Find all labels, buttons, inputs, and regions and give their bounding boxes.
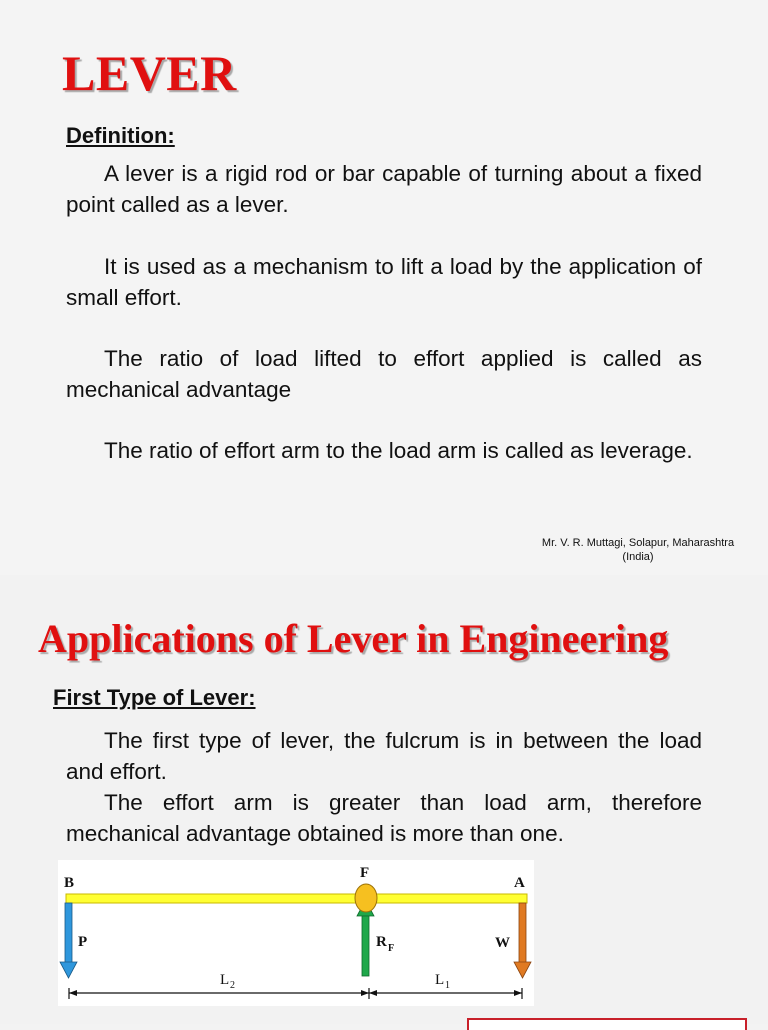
slide-title: LEVER: [62, 45, 237, 101]
diagram-background: [58, 860, 534, 1006]
label-r: R: [376, 934, 387, 950]
credit-line-1: Mr. V. R. Muttagi, Solapur, Maharashtra: [541, 537, 735, 549]
label-l1-subscript: 1: [445, 980, 450, 991]
lever-beam: [66, 894, 527, 903]
author-credit: [518, 536, 758, 564]
label-a: A: [514, 875, 525, 891]
label-w: W: [495, 935, 510, 951]
slide-title: Applications of Lever in Engineering: [38, 616, 669, 661]
first-class-lever-diagram: [58, 860, 534, 1006]
label-f: F: [360, 865, 370, 881]
paragraph-mechanism: It is used as a mechanism to lift a load by the application of small effort.: [66, 254, 702, 310]
paragraph-leverage: The ratio of effort arm to the load arm is called as leverage.: [104, 438, 693, 463]
label-b: B: [64, 875, 75, 891]
paragraph-fulcrum-position: The first type of lever, the fulcrum is in between the load and effort.: [66, 728, 702, 784]
label-p: P: [78, 934, 88, 950]
definition-heading: Definition:: [66, 123, 175, 148]
paragraph-mechanical-advantage: The ratio of load lifted to effort applied is called as mechanical advantage: [66, 346, 702, 402]
label-r-subscript: F: [388, 943, 395, 954]
fulcrum-circle: [355, 884, 377, 912]
next-slide-box-edge: [467, 1018, 747, 1030]
label-l2: L: [220, 972, 230, 988]
paragraph-definition: A lever is a rigid rod or bar capable of turning about a fixed point called as a lever.: [66, 161, 702, 217]
label-l1: L: [435, 972, 445, 988]
paragraph-effort-arm: The effort arm is greater than load arm, therefore mechanical advantage obtained is more than one.: [66, 790, 702, 846]
credit-line-2: (India): [622, 551, 654, 563]
slide-lever-applications: [0, 575, 768, 1024]
first-type-heading: First Type of Lever:: [53, 685, 256, 710]
label-l2-subscript: 2: [230, 980, 235, 991]
